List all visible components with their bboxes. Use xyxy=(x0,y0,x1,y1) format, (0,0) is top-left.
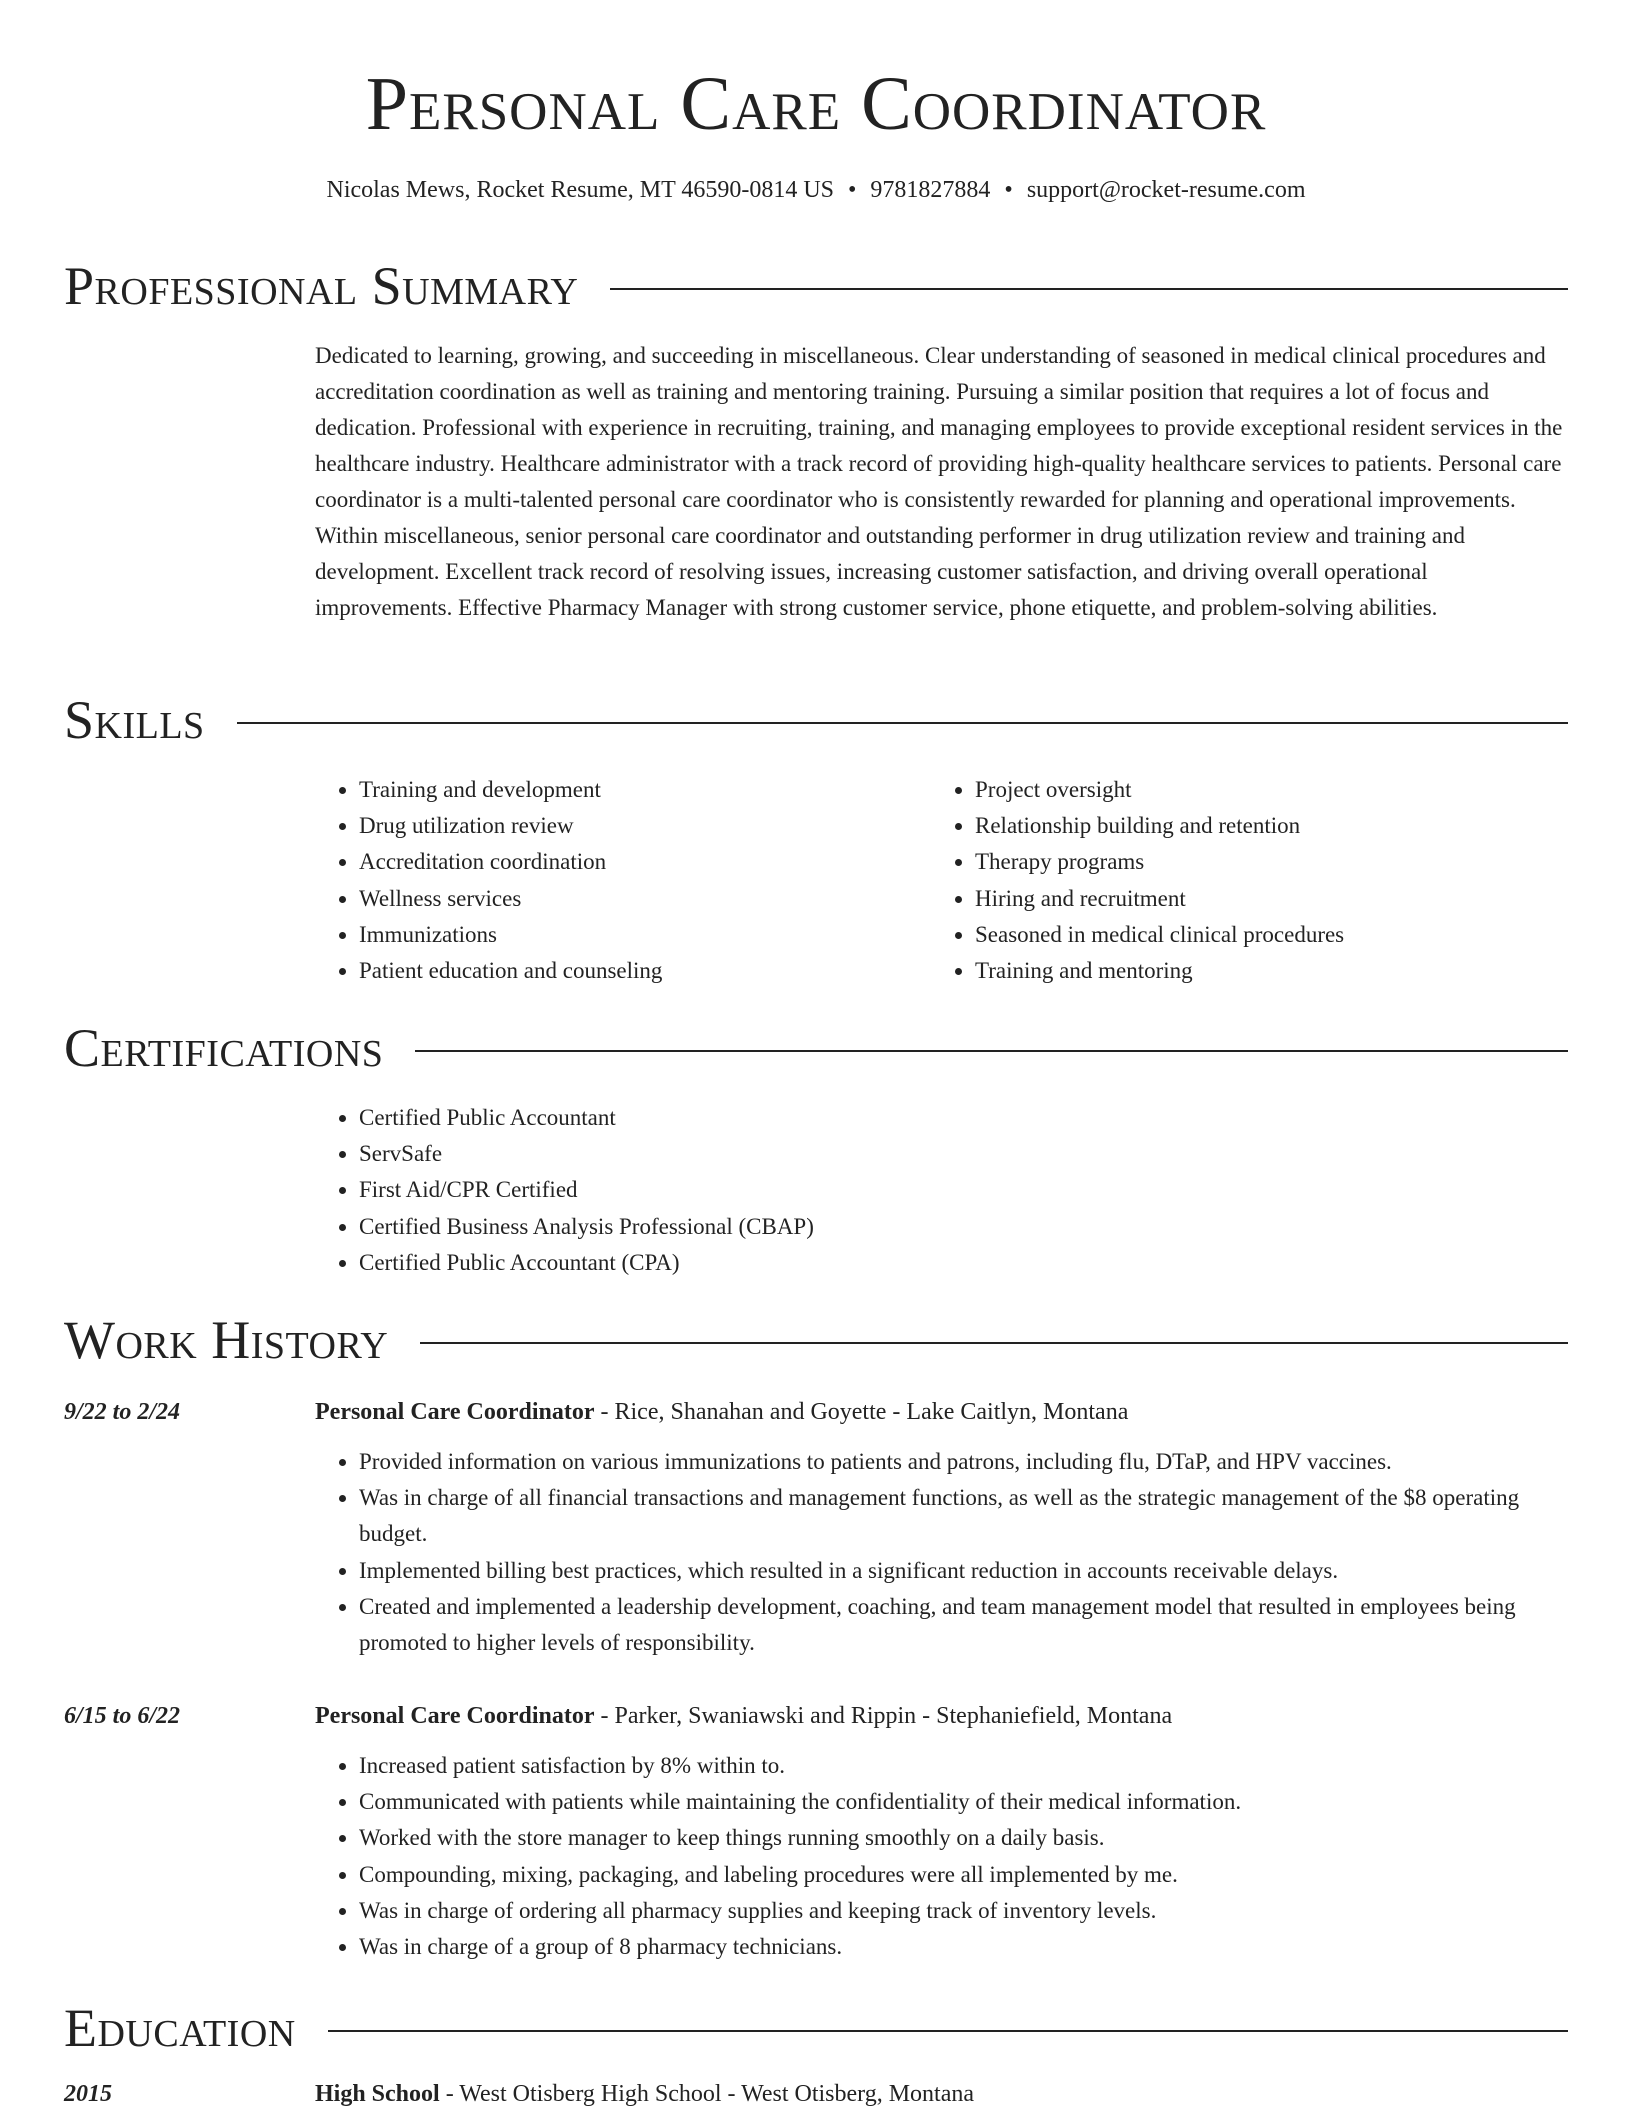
certification-item: • Certified Public Accountant xyxy=(359,1100,1570,1136)
contact-line xyxy=(0,174,1632,206)
skill-item: • Wellness services xyxy=(359,881,931,917)
job-company: - Rice, Shanahan and Goyette - Lake Caitlyn, Montana xyxy=(594,1399,1129,1425)
contact-email: support@rocket-resume.com xyxy=(1026,177,1306,203)
section-title-certifications: Certifications xyxy=(64,1018,384,1078)
section-divider xyxy=(610,288,1568,290)
job-title: Personal Care Coordinator xyxy=(315,1399,595,1425)
section-divider xyxy=(237,722,1568,724)
skill-item: • Training and development xyxy=(359,772,931,808)
job-dates: 6/15 to 6/22 xyxy=(64,1703,181,1729)
certifications-section-header xyxy=(64,1016,1568,1080)
job-bullet: • Was in charge of a group of 8 pharmacy technicians. xyxy=(359,1929,1570,1965)
skills-list-left xyxy=(315,772,931,989)
section-divider xyxy=(328,2030,1568,2032)
contact-separator: • xyxy=(1004,177,1013,203)
job-bullet: • Was in charge of ordering all pharmacy supplies and keeping track of inventory levels. xyxy=(359,1893,1570,1929)
skill-item: • Therapy programs xyxy=(975,844,1547,880)
skill-item: • Hiring and recruitment xyxy=(975,881,1547,917)
job-bullet: • Implemented billing best practices, which resulted in a significant reduction in accounts receivable delays. xyxy=(359,1553,1570,1589)
skills-column-right xyxy=(931,772,1547,989)
certifications-list xyxy=(315,1100,1570,1281)
skill-item: • Relationship building and retention xyxy=(975,808,1547,844)
skill-item: • Accreditation coordination xyxy=(359,844,931,880)
job-heading xyxy=(315,1700,1172,1732)
education-school: - West Otisberg High School - West Otisberg, Montana xyxy=(439,2081,975,2107)
skill-item: • Immunizations xyxy=(359,917,931,953)
summary-text: Dedicated to learning, growing, and succeeding in miscellaneous. Clear understanding of seasoned in medical clinical procedures and accreditation coordination as well as training and mentoring training. Pursuing a similar position that requires a lot of focus and dedication. Professional with experience in recruiting, training, and managing employees to provide exceptional resident services in the healthcare industry. Healthcare administrator with a track record of providing high-quality healthcare services to patients. Personal care coordinator is a multi-talented personal care coordinator who is consistently rewarded for planning and operational improvements. Within miscellaneous, senior personal care coordinator and outstanding performer in drug utilization review and training and development. Excellent track record of resolving issues, increasing customer satisfaction, and driving overall operational improvements. Effective Pharmacy Manager with strong customer service, phone etiquette, and problem-solving abilities. xyxy=(315,343,1563,620)
candidate-name: Personal Care Coordinator xyxy=(365,62,1267,146)
job-dates: 9/22 to 2/24 xyxy=(64,1399,181,1425)
section-title-summary: Professional Summary xyxy=(64,256,579,316)
job-bullet: • Compounding, mixing, packaging, and labeling procedures were all implemented by me. xyxy=(359,1857,1570,1893)
skills-column-left xyxy=(315,772,931,989)
job-bullet: • Provided information on various immunizations to patients and patrons, including flu, DTaP, and HPV vaccines. xyxy=(359,1444,1570,1480)
section-title-work: Work History xyxy=(64,1310,389,1370)
certification-item: • Certified Business Analysis Professional (CBAP) xyxy=(359,1209,1570,1245)
job-bullet: • Increased patient satisfaction by 8% within to. xyxy=(359,1748,1570,1784)
skill-item: • Training and mentoring xyxy=(975,953,1547,989)
section-divider xyxy=(415,1050,1568,1052)
skills-section-header xyxy=(64,688,1568,752)
job-bullets-block xyxy=(315,1444,1570,1661)
contact-address: Nicolas Mews, Rocket Resume, MT 46590-0814 US xyxy=(326,177,834,203)
skills-grid xyxy=(315,772,1570,989)
job-bullet: • Worked with the store manager to keep things running smoothly on a daily basis. xyxy=(359,1820,1570,1856)
job-bullets xyxy=(315,1748,1570,1965)
section-title-skills: Skills xyxy=(64,690,205,750)
skill-item: • Drug utilization review xyxy=(359,808,931,844)
job-company: - Parker, Swaniawski and Rippin - Stephaniefield, Montana xyxy=(594,1703,1173,1729)
job-bullets-block xyxy=(315,1748,1570,1965)
summary-section-header xyxy=(64,254,1568,318)
summary-block xyxy=(315,338,1570,626)
skill-item: • Patient education and counseling xyxy=(359,953,931,989)
section-title-education: Education xyxy=(64,1998,296,2058)
job-heading xyxy=(315,1396,1128,1428)
contact-phone: 9781827884 xyxy=(870,177,991,203)
skill-item: • Project oversight xyxy=(975,772,1547,808)
certification-item: • ServSafe xyxy=(359,1136,1570,1172)
education-year: 2015 xyxy=(64,2081,112,2107)
job-bullet: • Created and implemented a leadership development, coaching, and team management model that resulted in employees being promoted to higher levels of responsibility. xyxy=(359,1589,1570,1661)
education-degree: High School xyxy=(315,2081,440,2107)
job-bullet: • Was in charge of all financial transactions and management functions, as well as the strategic management of the $8 operating budget. xyxy=(359,1480,1570,1552)
certification-item: • First Aid/CPR Certified xyxy=(359,1172,1570,1208)
certifications-block xyxy=(315,1100,1570,1281)
work-section-header xyxy=(64,1308,1568,1372)
education-heading xyxy=(315,2078,974,2110)
contact-separator: • xyxy=(848,177,857,203)
skill-item: • Seasoned in medical clinical procedures xyxy=(975,917,1547,953)
education-section-header xyxy=(64,1996,1568,2060)
section-divider xyxy=(420,1342,1568,1344)
job-bullet: • Communicated with patients while maintaining the confidentiality of their medical information. xyxy=(359,1784,1570,1820)
skills-block xyxy=(315,772,1570,989)
job-title: Personal Care Coordinator xyxy=(315,1703,595,1729)
skills-list-right xyxy=(931,772,1547,989)
job-bullets xyxy=(315,1444,1570,1661)
certification-item: • Certified Public Accountant (CPA) xyxy=(359,1245,1570,1281)
